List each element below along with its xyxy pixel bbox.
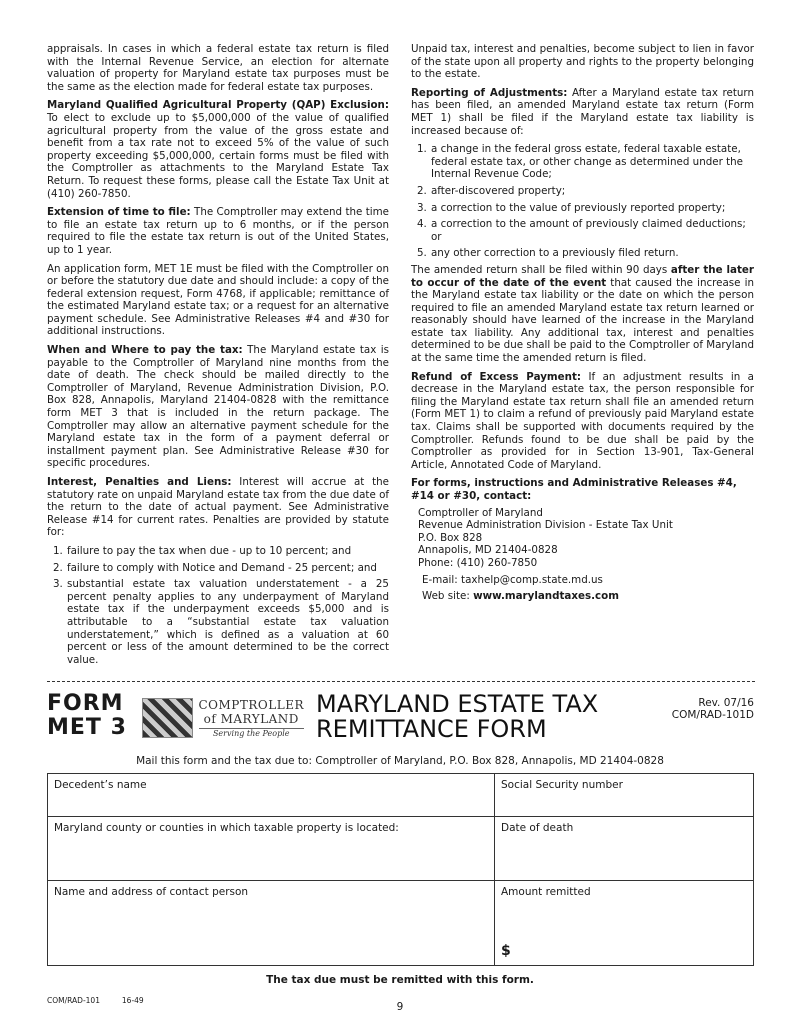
list-item [411, 247, 754, 260]
cut-line [47, 681, 755, 682]
item-number: 4. [417, 218, 427, 231]
logo-line: of MARYLAND [203, 712, 299, 726]
lien-text: Unpaid tax, interest and penalties, become subject to lien in favor of the state upon all property and rights to the property belonging to the estate. [411, 43, 754, 81]
phone: Phone: (410) 260-7850 [418, 556, 538, 569]
county-field[interactable] [48, 817, 495, 881]
qap-heading: Maryland Qualified Agricultural Property (QAP) Exclusion: [47, 99, 389, 112]
item-number: 1. [53, 544, 63, 557]
logo-text [199, 698, 305, 738]
form-title [316, 692, 598, 742]
interest-heading: Interest, Penalties and Liens: [47, 476, 232, 488]
payment-section [47, 344, 389, 470]
field-label: Decedent’s name [54, 779, 147, 791]
item-text: a change in the federal gross estate, federal taxable estate, federal estate tax, or other change as determined under the Internal Revenue Code; [431, 143, 743, 181]
page-number: 9 [396, 1001, 404, 1013]
decedent-name-field[interactable] [48, 774, 495, 817]
address-line: Annapolis, MD 21404-0828 [418, 544, 558, 557]
item-number: 2. [53, 561, 63, 574]
amount-remitted-field[interactable] [495, 881, 754, 966]
footer-form-code: COM/RAD-101 [47, 996, 100, 1005]
refund-heading: Refund of Excess Payment: [411, 370, 581, 383]
date-of-death-field[interactable] [495, 817, 754, 881]
item-text: substantial estate tax valuation understatement - a 25 percent penalty applies to any underpayment of Maryland estate tax if the underpayment exceeds $5,000 and is attributable to a “substantial estate tax valuation understatement,” which is defined as a valuation at 60 percent or less of the amount determined to be the correct value. [67, 578, 389, 666]
list-item [47, 562, 389, 575]
website-link[interactable]: www.marylandtaxes.com [473, 590, 619, 603]
alternate-valuation-text: appraisals. In cases in which a federal estate tax return is filed with the Internal Revenue Service, an election for alternate valuation of property for Maryland estate tax purposes must be the same as the election made for federal estate tax purposes. [47, 43, 389, 93]
interest-section [47, 476, 389, 539]
extension-heading: Extension of time to file: [47, 206, 191, 219]
item-number: 2. [417, 184, 427, 197]
item-text: any other correction to a previously filed return. [431, 247, 679, 260]
item-text: failure to pay the tax when due - up to 10 percent; and [67, 544, 352, 557]
reasons-list [411, 143, 754, 260]
remit-note: The tax due must be remitted with this form. [266, 974, 534, 986]
item-number: 3. [53, 578, 63, 591]
qap-body: To elect to exclude up to $5,000,000 of the value of qualified agricultural property from the value of the gross estate and benefit from a tax rate not to exceed 5% of the value of such property exceeding $5,000,000, certain forms must be filed with the Comptroller as attachments to the Maryland Estate Tax Return. To request these forms, please call the Estate Tax Unit at (410) 260-7850. [47, 111, 389, 200]
item-text: failure to comply with Notice and Demand - 25 percent; and [67, 561, 377, 574]
ssn-field[interactable] [495, 774, 754, 817]
logo-tagline: Serving the People [199, 728, 305, 738]
logo-line: COMPTROLLER [198, 698, 304, 712]
list-item [47, 545, 389, 558]
field-label: Maryland county or counties in which taxable property is located: [54, 822, 399, 834]
item-text: a correction to the amount of previously claimed deductions; or [431, 218, 746, 243]
website-label: Web site: [422, 590, 474, 603]
payment-heading: When and Where to pay the tax: [47, 344, 243, 357]
field-label: Name and address of contact person [54, 886, 249, 898]
field-label: Social Security number [501, 779, 623, 791]
interest-body: Interest will accrue at the statutory rate on unpaid Maryland estate tax from the due date of the return to the date of actual payment. See Administrative Release #14 for current rates. Penalties are provided by statute for: [47, 476, 389, 539]
qap-section [47, 99, 389, 200]
form-code: COM/RAD-101D [671, 709, 754, 721]
list-item [411, 143, 754, 181]
form-number [47, 692, 127, 740]
amended-text-bold: after the later to occur of the date of the event [411, 263, 754, 289]
adjustments-section [411, 87, 754, 137]
contact-heading: For forms, instructions and Administrative Releases #4, #14 or #30, contact: [411, 477, 737, 502]
contact-person-field[interactable] [48, 881, 495, 966]
adjustments-heading: Reporting of Adjustments: [411, 86, 568, 99]
payment-body: The Maryland estate tax is payable to the Comptroller of Maryland nine months from the date of death. The check should be mailed directly to the Comptroller of Maryland, Revenue Administration Division, P.O. Box 828, Annapolis, Maryland 21404-0828 with the remittance form MET 3 that is included in the return package. The Comptroller may allow an alternative payment schedule for the Maryland estate tax in the form of a payment deferral or installment payment plan. See Administrative Release #30 for specific procedures. [47, 344, 389, 470]
amended-text-a: The amended return shall be filed within 90 days [411, 263, 671, 276]
list-item [411, 218, 754, 243]
item-number: 3. [417, 201, 427, 214]
remittance-table [47, 773, 754, 966]
item-text: after-discovered property; [431, 184, 566, 197]
field-label: Amount remitted [501, 886, 591, 898]
right-column [411, 43, 754, 603]
item-number: 1. [417, 143, 427, 156]
email-link[interactable]: E-mail: taxhelp@comp.state.md.us [422, 573, 603, 586]
dollar-sign: $ [501, 943, 511, 959]
revision-date: Rev. 07/16 [698, 697, 754, 709]
left-column [47, 43, 389, 670]
extension-section [47, 206, 389, 256]
comptroller-logo [142, 694, 304, 742]
form-label: FORM [47, 691, 124, 716]
address-line: Revenue Administration Division - Estate Tax Unit [418, 519, 673, 532]
refund-section [411, 371, 754, 472]
title-line: REMITTANCE FORM [316, 715, 547, 743]
item-text: a correction to the value of previously reported property; [431, 201, 726, 214]
title-line: MARYLAND ESTATE TAX [316, 690, 599, 718]
address-line: P.O. Box 828 [418, 531, 483, 544]
revision-info [672, 697, 754, 721]
form-id: MET 3 [47, 715, 127, 740]
item-number: 5. [417, 247, 427, 260]
amended-return-text [411, 264, 754, 365]
website [422, 590, 754, 603]
mail-instructions: Mail this form and the tax due to: Comptroller of Maryland, P.O. Box 828, Annapolis, MD 21404-0828 [136, 755, 664, 767]
maryland-flag-icon [142, 698, 193, 738]
adjustments-body: After a Maryland estate tax return has been filed, an amended Maryland estate tax return (Form MET 1) shall be filed if the Maryland estate tax liability is increased because of: [411, 86, 754, 137]
contact-address [418, 507, 754, 603]
address-line: Comptroller of Maryland [418, 506, 543, 519]
penalty-list [47, 545, 389, 666]
amended-text-c: that caused the increase in the Maryland estate tax liability or the date on which the person required to file an amended Maryland estate tax return learned or reasonably should have learned of the increase in the Maryland estate tax liability. Any additional tax, interest and penalties determined to be due shall be paid to the Comptroller of Maryland at the same time the amended return is filed. [411, 276, 754, 365]
extension-body: The Comptroller may extend the time to file an estate tax return up to 6 months, or if the person required to file the estate tax return is out of the United States, up to 1 year. [47, 206, 389, 256]
refund-body: If an adjustment results in a decrease in the Maryland estate tax, the person responsible for filing the Maryland estate tax return shall file an amended return (Form MET 1) to claim a refund of previously paid Maryland estate tax. Claims shall be supported with documents required by the Comptroller. Refunds found to be due shall be paid by the Comptroller as provided for in Section 13-901, Tax-General Article, Annotated Code of Maryland. [411, 370, 754, 471]
footer-number: 16-49 [121, 996, 144, 1005]
list-item [411, 185, 754, 198]
list-item [411, 202, 754, 215]
list-item [47, 578, 389, 666]
field-label: Date of death [501, 822, 574, 834]
application-text: An application form, MET 1E must be filed with the Comptroller on or before the statutory due date and should include: a copy of the federal extension request, Form 4768, if applicable; remittance of the estimated Maryland estate tax; or a request for an alternative payment schedule. See Administrative Releases #4 and #30 for additional instructions. [47, 262, 389, 338]
